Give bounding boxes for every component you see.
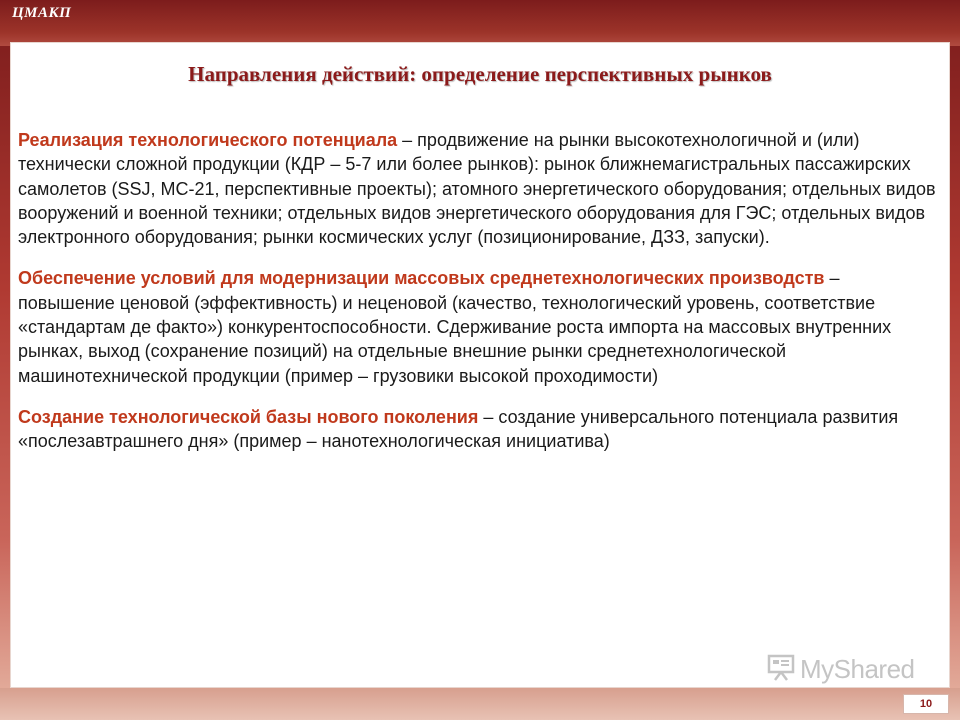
paragraph-2 [18,266,938,387]
paragraph-2-lead: Обеспечение условий для модернизации массовых среднетехнологических производств [18,268,825,289]
paragraph-2-text: – повышение ценовой (эффективность) и неценовой (качество, технологический уровень, соответствие «стандартам де факто») конкурентоспособности. Сдерживание роста импорта на массовых внутренних рынках, выход (сохранение позиций) на отдельные внешние рынки среднетехнологической машинотехнической продукции (пример – грузовики высокой проходимости) [18,268,892,386]
paragraph-3 [18,405,938,454]
watermark-text: MyShared [800,653,915,684]
presentation-board-icon [766,652,796,687]
paragraph-3-lead: Создание технологической базы нового поколения [18,406,479,427]
paragraph-3-text: – создание универсального потенциала развития «послезавтрашнего дня» (пример – нанотехнологическая инициатива) [18,406,899,452]
slide-title: Направления действий: определение перспективных рынков [188,62,772,86]
slide-body [18,128,938,471]
watermark [766,652,915,686]
header-band [0,0,960,46]
paragraph-1 [18,128,938,249]
page-number: 10 [903,694,949,714]
paragraph-1-lead: Реализация технологического потенциала [18,130,398,150]
brand-logo-text: ЦМАКП [12,5,72,21]
footer-band [0,688,960,720]
paragraph-1-text: – продвижение на рынки высокотехнологичной и (или) технически сложной продукции (КДР – 5-7 или более рынков): рынок ближнемагистральных пассажирских самолетов (SSJ, МС-21, перспективные проекты); атомного энергетического оборудования; отдельных видов вооружений и военной техники; отдельных видов энергетического оборудования для ГЭС; отдельных видов электронного оборудования; рынки космических услуг (позиционирование, ДЗЗ, запуски). [18,130,936,248]
content-panel [10,42,950,688]
